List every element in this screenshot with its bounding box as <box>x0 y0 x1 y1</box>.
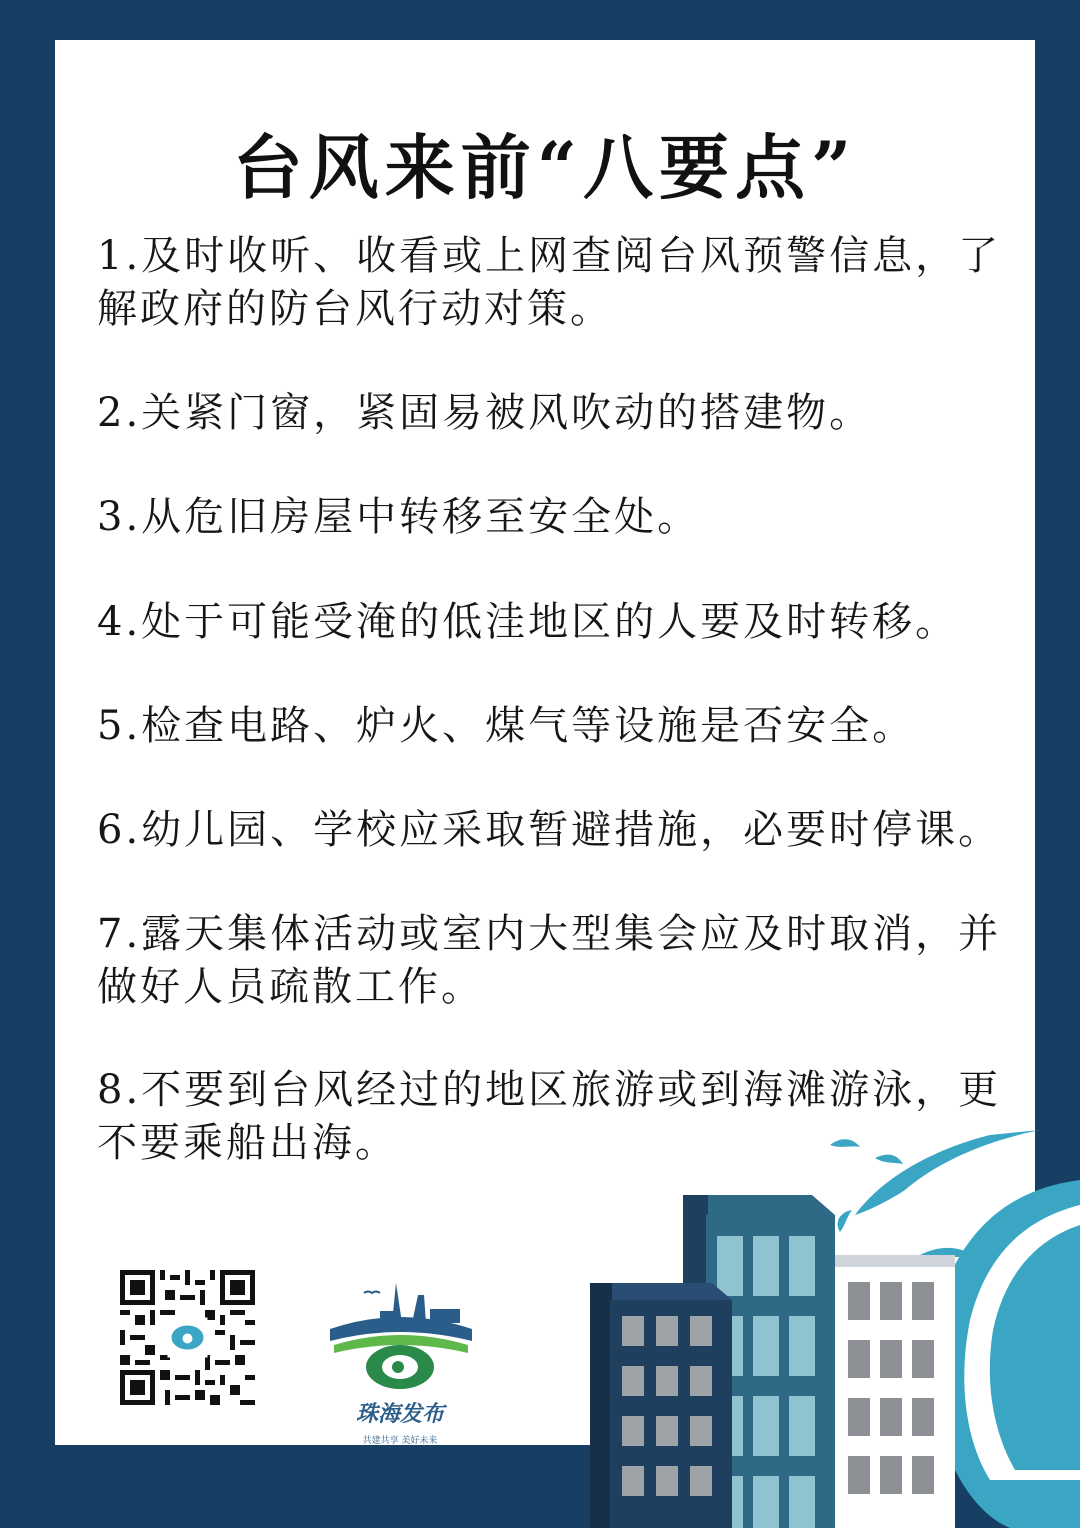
tip-item-6 <box>97 804 1027 857</box>
zhuhai-release-logo <box>310 1265 490 1455</box>
tip-3-line-1: 3.从危旧房屋中转移至安全处。 <box>97 494 701 540</box>
logo-slogan: 共建共享 美好未来 <box>362 1436 438 1446</box>
tip-7-line-1: 7.露天集体活动或室内大型集会应及时取消，并 <box>97 911 1002 957</box>
tip-item-4 <box>97 596 1027 649</box>
poster-title: 台风来前“八要点” <box>232 126 858 209</box>
tip-4-line-1: 4.处于可能受淹的低洼地区的人要及时转移。 <box>97 599 959 645</box>
tip-item-2 <box>97 387 1027 440</box>
tip-6-line-1: 6.幼儿园、学校应采取暂避措施，必要时停课。 <box>97 807 1002 853</box>
tip-7-line-2: 做好人员疏散工作。 <box>97 964 484 1010</box>
logo-name: 珠海发布 <box>355 1401 444 1427</box>
tip-1-line-2: 解政府的防台风行动对策。 <box>97 286 613 332</box>
tip-item-8 <box>97 1064 1027 1170</box>
tip-1-line-1: 1.及时收听、收看或上网查阅台风预警信息，了 <box>97 233 1002 279</box>
qr-code[interactable] <box>120 1270 255 1405</box>
tip-item-5 <box>97 700 1027 753</box>
tip-item-7 <box>97 908 1027 1014</box>
tip-8-line-2: 不要乘船出海。 <box>97 1120 398 1166</box>
tip-item-1 <box>97 230 1027 336</box>
logo-emblem-icon <box>310 1265 490 1395</box>
poster-card <box>55 40 1035 1445</box>
tip-2-line-1: 2.关紧门窗，紧固易被风吹动的搭建物。 <box>97 390 873 436</box>
tip-8-line-1: 8.不要到台风经过的地区旅游或到海滩游泳，更 <box>97 1067 1002 1113</box>
tip-5-line-1: 5.检查电路、炉火、煤气等设施是否安全。 <box>97 703 916 749</box>
tip-item-3 <box>97 491 1027 544</box>
